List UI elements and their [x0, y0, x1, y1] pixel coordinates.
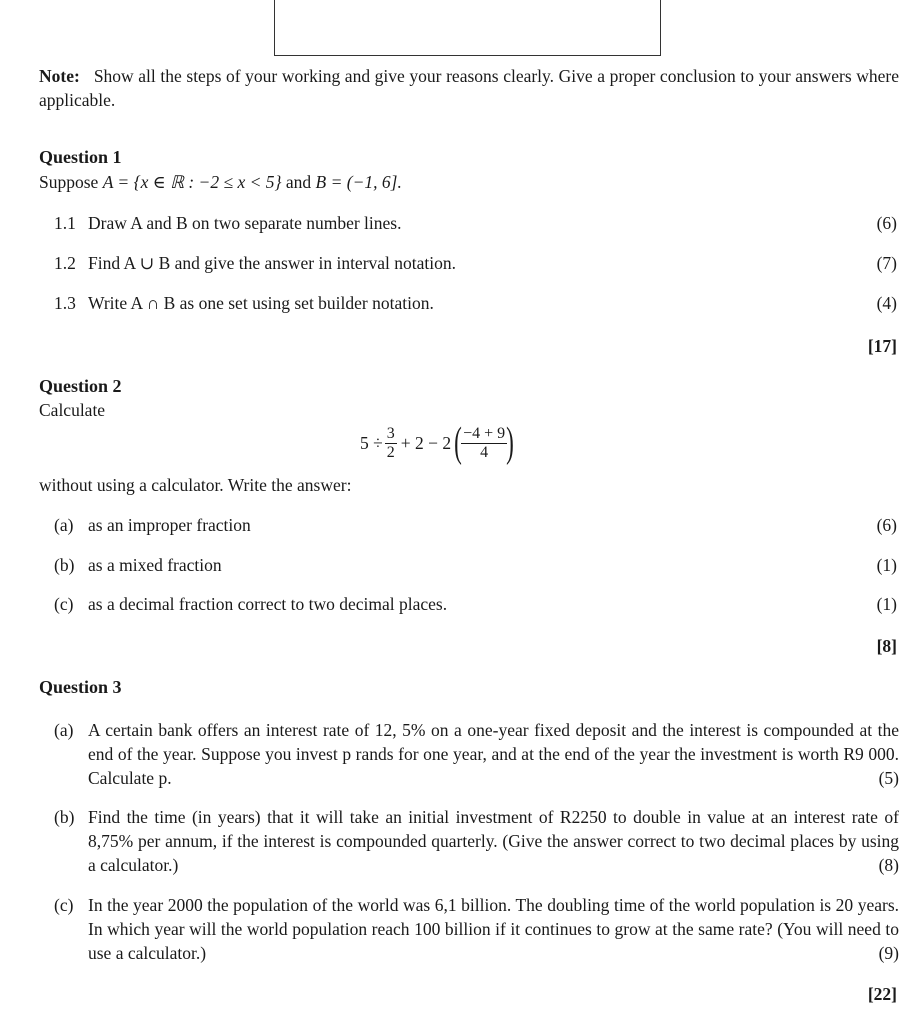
q3-total: [22]	[867, 984, 897, 1004]
item-text: as a mixed fraction	[88, 555, 222, 575]
left-paren: (	[454, 420, 462, 466]
q2-item-c-mark: (1)	[876, 594, 897, 614]
expr-fraction-1	[385, 425, 397, 462]
item-mark: (9)	[878, 943, 899, 963]
item-number: (b)	[54, 807, 75, 827]
note-paragraph	[39, 64, 899, 112]
q2-expression	[360, 416, 517, 470]
q1-item-3-mark: (4)	[876, 293, 897, 313]
q1-total: [17]	[867, 336, 897, 356]
q2-item-b	[54, 555, 899, 576]
item-number: (b)	[54, 555, 75, 575]
item-text: In the year 2000 the population of the world was 6,1 billion. The doubling time of the world population is 20 years. In which year will the world population reach 100 billion if it continues to grow at the same rate? (You will need to use a calculator.)	[88, 895, 899, 963]
item-text: Find the time (in years) that it will take an initial investment of R2250 to double in value at an interest rate of 8,75% per annum, if the interest is compounded quarterly. (Give the answer correct to two decimal places by using a calculator.)	[88, 807, 899, 875]
fraction-denominator: 2	[386, 443, 395, 461]
fraction-denominator: 4	[480, 443, 489, 461]
question-2-after: without using a calculator. Write the answer:	[39, 475, 352, 495]
q3-item-a	[54, 718, 899, 792]
q1-item-1-mark: (6)	[876, 213, 897, 233]
right-paren: )	[506, 420, 515, 466]
item-number: (c)	[54, 594, 74, 614]
item-number: 1.3	[54, 293, 76, 313]
q2-item-b-mark: (1)	[876, 555, 897, 575]
question-2-title: Question 2	[39, 376, 122, 396]
expr-lead: 5 ÷	[360, 432, 383, 453]
q2-item-a-mark: (6)	[876, 515, 897, 535]
item-number: 1.2	[54, 253, 76, 273]
item-number: (a)	[54, 720, 74, 740]
item-text: Write A ∩ B as one set using set builder notation.	[88, 293, 434, 313]
item-number: (c)	[54, 895, 74, 915]
note-text: Show all the steps of your working and give your reasons clearly. Give a proper conclusion to your answers where applicable.	[39, 66, 899, 110]
q1-item-1	[54, 213, 899, 234]
item-body	[88, 718, 899, 790]
q1-item-2-mark: (7)	[876, 253, 897, 273]
q1-set-b: B = (−1, 6].	[315, 172, 402, 192]
question-1-intro	[39, 172, 899, 193]
note-label: Note:	[39, 66, 80, 86]
expr-fraction-2	[461, 425, 507, 462]
item-number: (a)	[54, 515, 74, 535]
item-text: Draw A and B on two separate number lines.	[88, 213, 402, 233]
q1-intro-mid: and	[281, 172, 316, 192]
q1-set-a: A = {x ∈ ℝ : −2 ≤ x < 5}	[102, 172, 282, 192]
item-number: 1.1	[54, 213, 76, 233]
item-text: as a decimal fraction correct to two decimal places.	[88, 594, 448, 614]
q2-total: [8]	[876, 636, 897, 656]
question-2-intro: Calculate	[39, 400, 106, 420]
q2-item-c	[54, 594, 899, 615]
q1-item-3	[54, 293, 899, 314]
question-3-title: Question 3	[39, 677, 122, 697]
q1-item-2	[54, 253, 899, 274]
q1-intro-pre: Suppose	[39, 172, 103, 192]
item-body	[88, 893, 899, 965]
q3-item-b	[54, 805, 899, 879]
item-text: A certain bank offers an interest rate of 12, 5% on a one-year fixed deposit and the interest is compounded at the end of the year. Suppose you invest p rands for one year, and at the end of the year the investment is worth R9 000. Calculate p.	[88, 720, 899, 788]
fraction-numerator: −4 + 9	[463, 424, 506, 442]
question-1-title: Question 1	[39, 147, 122, 167]
fraction-numerator: 3	[386, 424, 395, 442]
expr-mid: + 2 − 2	[400, 432, 452, 453]
q3-item-c	[54, 893, 899, 967]
item-body	[88, 805, 899, 877]
item-mark: (8)	[878, 855, 899, 875]
item-text: as an improper fraction	[88, 515, 251, 535]
item-text: Find A ∪ B and give the answer in interval notation.	[88, 253, 457, 273]
item-mark: (5)	[878, 768, 899, 788]
q2-item-a	[54, 515, 899, 536]
answer-box	[274, 0, 661, 56]
